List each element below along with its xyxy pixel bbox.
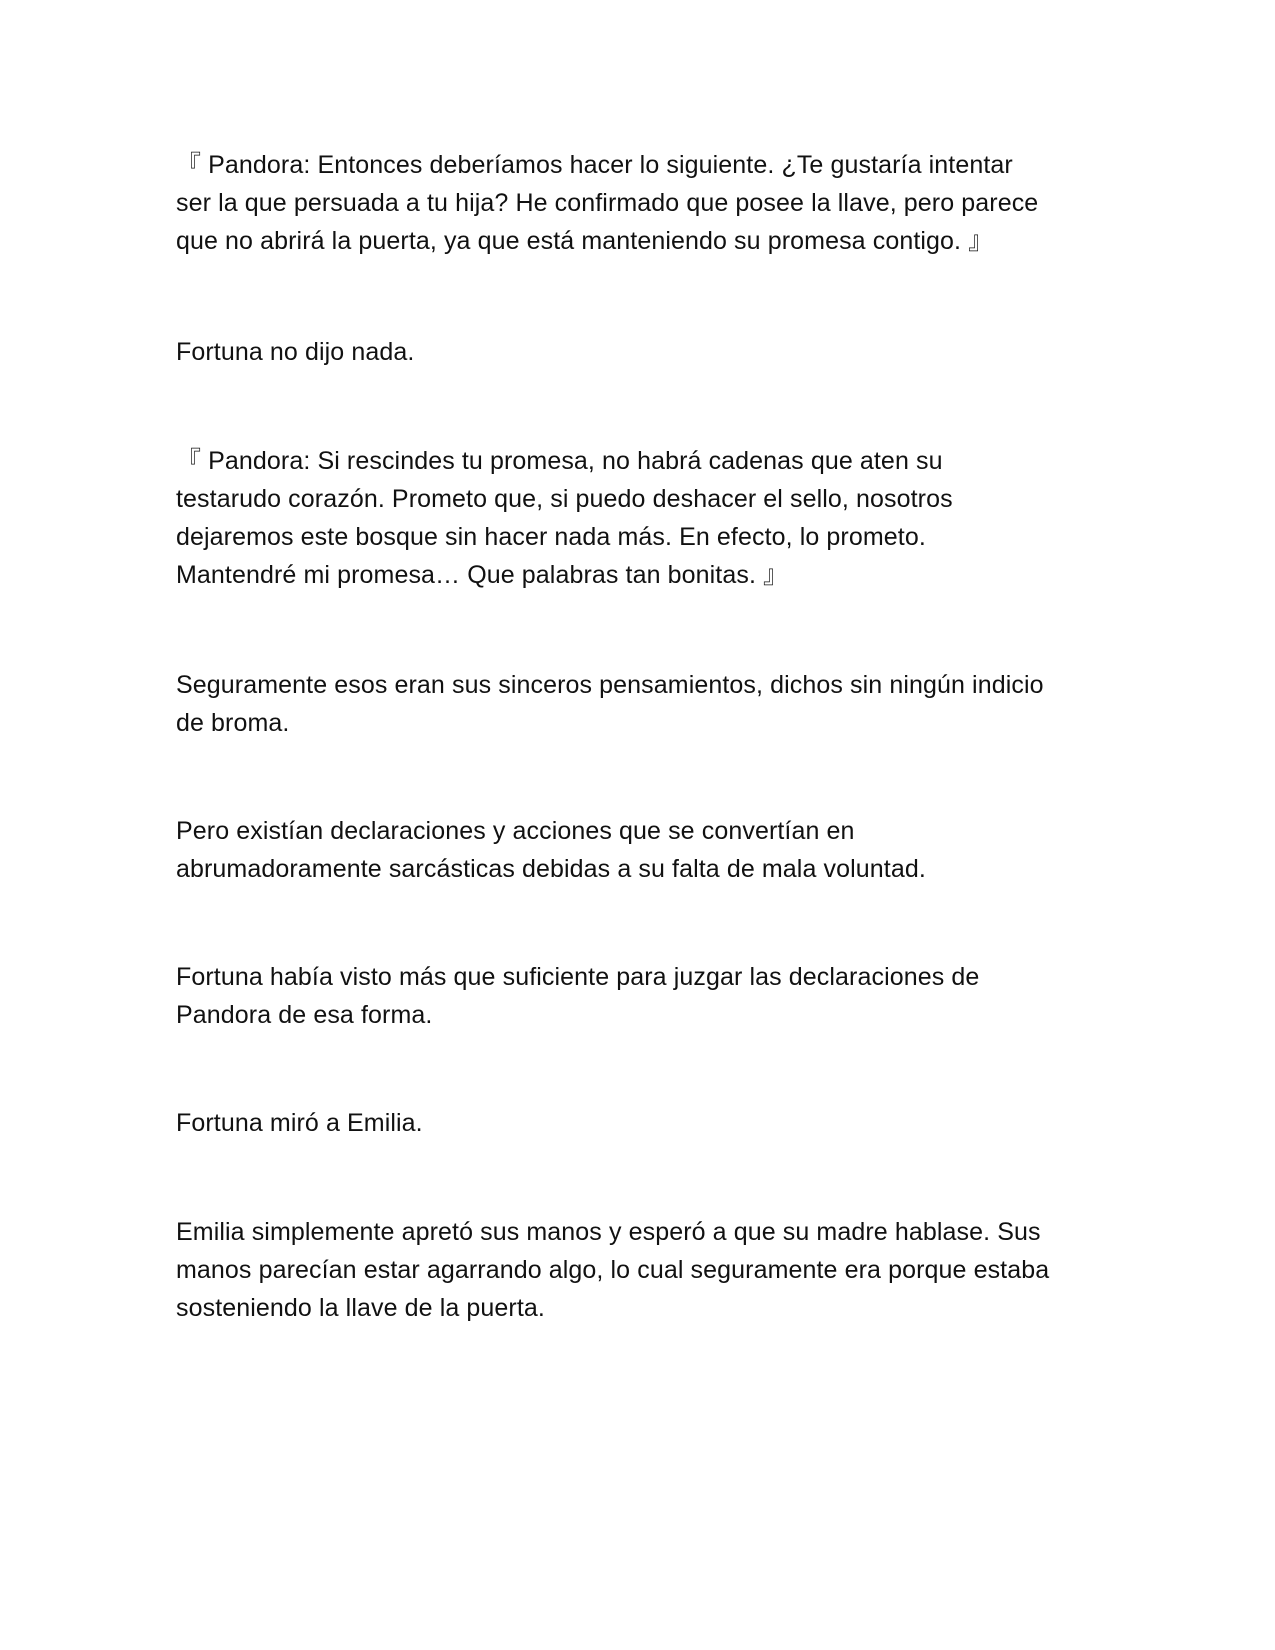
- text-line: ser la que persuada a tu hija? He confirmado que posee la llave, pero parece: [176, 189, 1039, 217]
- paragraph-pandora-dialogue-1: [176, 146, 1116, 260]
- text-line: dejaremos este bosque sin hacer nada más. En efecto, lo prometo.: [176, 523, 926, 551]
- text-line: sosteniendo la llave de la puerta.: [176, 1294, 545, 1322]
- paragraph-sarcastic-declarations: [176, 812, 1116, 888]
- paragraph-sincere-thoughts: [176, 666, 1116, 742]
- text-line: Fortuna no dijo nada.: [176, 338, 415, 366]
- text-line: manos parecían estar agarrando algo, lo cual seguramente era porque estaba: [176, 1256, 1050, 1284]
- text-line: Fortuna había visto más que suficiente para juzgar las declaraciones de: [176, 963, 980, 991]
- text-line: Emilia simplemente apretó sus manos y esperó a que su madre hablase. Sus: [176, 1218, 1041, 1246]
- text-line: 『 Pandora: Si rescindes tu promesa, no habrá cadenas que aten su: [176, 447, 943, 475]
- text-line: Pandora de esa forma.: [176, 1001, 433, 1029]
- text-line: abrumadoramente sarcásticas debidas a su falta de mala voluntad.: [176, 855, 926, 883]
- text-line: de broma.: [176, 709, 290, 737]
- paragraph-fortuna-looked: [176, 1104, 1116, 1142]
- text-line: Mantendré mi promesa… Que palabras tan bonitas. 』: [176, 561, 789, 589]
- paragraph-fortuna-judged: [176, 958, 1116, 1034]
- paragraph-emilia-key: [176, 1213, 1116, 1327]
- text-line: Pero existían declaraciones y acciones que se convertían en: [176, 817, 855, 845]
- text-line: que no abrirá la puerta, ya que está manteniendo su promesa contigo. 』: [176, 227, 994, 255]
- paragraph-pandora-dialogue-2: [176, 442, 1116, 594]
- paragraph-fortuna-silent: [176, 333, 1116, 371]
- text-line: Fortuna miró a Emilia.: [176, 1109, 423, 1137]
- text-line: 『 Pandora: Entonces deberíamos hacer lo siguiente. ¿Te gustaría intentar: [176, 151, 1013, 179]
- text-line: Seguramente esos eran sus sinceros pensamientos, dichos sin ningún indicio: [176, 671, 1044, 699]
- text-line: testarudo corazón. Prometo que, si puedo deshacer el sello, nosotros: [176, 485, 953, 513]
